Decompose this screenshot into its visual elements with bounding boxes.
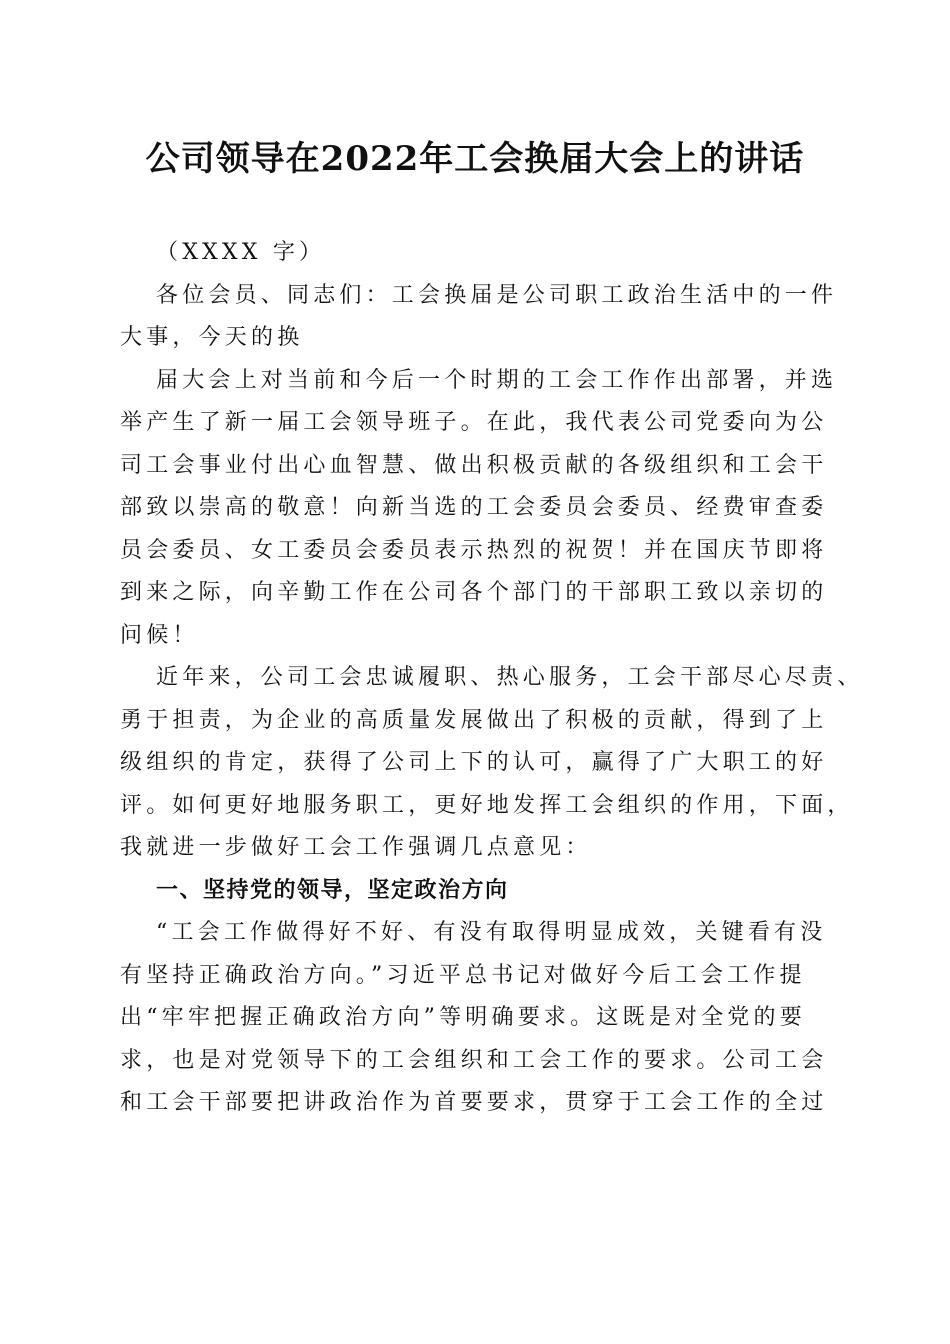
section-heading-1	[120, 870, 825, 913]
section-heading-text: 一、坚持党的领导，坚定政治方向	[156, 877, 509, 903]
paragraph-line: 问候！	[120, 622, 199, 648]
paragraph-line: 届大会上对当前和今后一个时期的工会工作作出部署，并选	[156, 367, 838, 393]
paragraph-line: 员会委员、女工委员会委员表示热烈的祝贺！并在国庆节即将	[120, 537, 828, 563]
paragraph-line: 求，也是对党领导下的工会组织和工会工作的要求。公司工会	[120, 1047, 828, 1073]
document-title: 公司领导在2022年工会换届大会上的讲话	[145, 139, 805, 179]
paragraph-line: 评。如何更好地服务职工，更好地发挥工会组织的作用，下面，	[120, 792, 854, 818]
paragraph-line: 各位会员、同志们：工会换届是公司职工政治生活中的一件	[156, 282, 838, 308]
paragraph-line: 级组织的肯定，获得了公司上下的认可，赢得了广大职工的好	[120, 750, 828, 775]
paragraph-line: 到来之际，向辛勤工作在公司各个部门的干部职工致以亲切的	[120, 580, 828, 605]
paragraph-line: 勇于担责，为企业的高质量发展做出了积极的贡献，得到了上	[120, 707, 828, 733]
paragraph-line: 司工会事业付出心血智慧、做出积极贡献的各级组织和工会干	[120, 452, 828, 478]
word-count-text: （XXXX 字）	[156, 240, 326, 265]
paragraph-line: “工会工作做得好不好、有没有取得明显成效，关键看有没	[156, 920, 827, 945]
paragraph-political-direction	[120, 912, 828, 1125]
paragraph-line: 大事，今天的换	[120, 325, 304, 350]
paragraph-congratulations	[120, 360, 838, 658]
paragraph-line: 我就进一步做好工会工作强调几点意见：	[120, 835, 592, 860]
paragraph-line: 和工会干部要把讲政治作为首要要求，贯穿于工会工作的全过	[120, 1090, 828, 1115]
paragraph-line: 近年来，公司工会忠诚履职、热心服务，工会干部尽心尽责、	[156, 665, 864, 690]
paragraph-greeting	[120, 275, 838, 360]
paragraph-line: 举产生了新一届工会领导班子。在此，我代表公司党委向为公	[120, 410, 828, 435]
paragraph-line: 有坚持正确政治方向。”习近平总书记对做好今后工会工作提	[120, 962, 806, 988]
paragraph-achievements	[120, 657, 864, 870]
paragraph-line: 出“牢牢把握正确政治方向”等明确要求。这既是对全党的要	[120, 1005, 806, 1030]
paragraph-line: 部致以崇高的敬意！向新当选的工会委员会委员、经费审查委	[120, 495, 828, 520]
document-body	[120, 232, 864, 1125]
word-count	[120, 232, 825, 275]
